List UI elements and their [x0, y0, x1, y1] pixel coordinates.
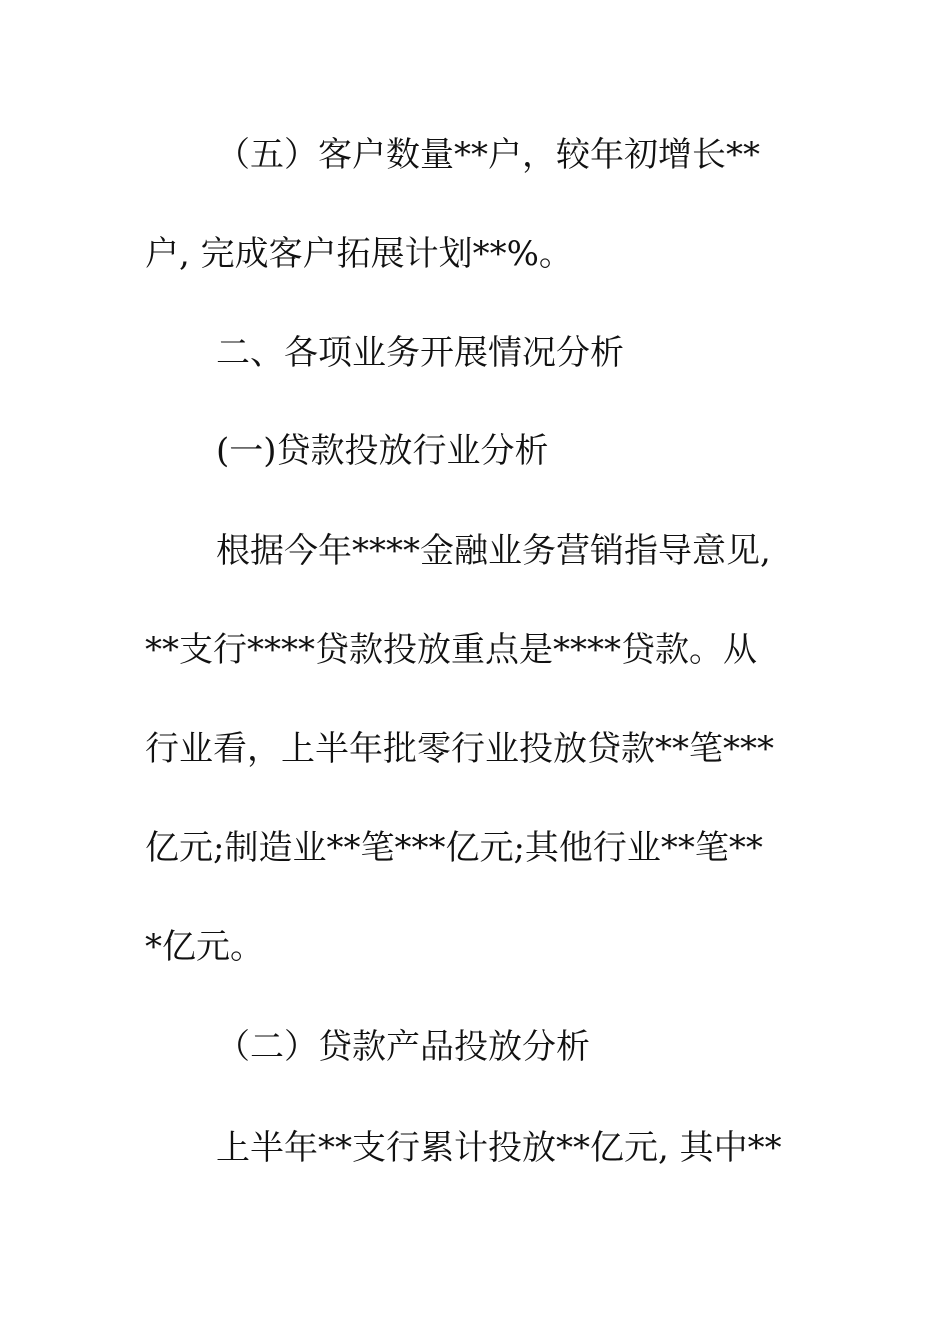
paragraph-loan-industry: 根据今年****金融业务营销指导意见, — [216, 531, 771, 571]
paragraph-loan-industry-line2: **支行****贷款投放重点是****贷款。从 — [145, 630, 757, 670]
subsection-heading-loan-product: （二）贷款产品投放分析 — [216, 1027, 590, 1067]
paragraph-customer-count: （五）客户数量**户，较年初增长** — [216, 135, 760, 175]
section-heading-2: 二、各项业务开展情况分析 — [216, 333, 624, 373]
subsection-heading-loan-industry: (一)贷款投放行业分析 — [216, 431, 549, 471]
paragraph-loan-industry-line3: 行业看，上半年批零行业投放贷款**笔*** — [145, 729, 774, 769]
paragraph-customer-count-cont: 户, 完成客户拓展计划**%。 — [145, 234, 573, 274]
paragraph-loan-product: 上半年**支行累计投放**亿元, 其中** — [216, 1128, 782, 1168]
paragraph-loan-industry-line4: 亿元;制造业**笔***亿元;其他行业**笔** — [145, 828, 763, 868]
paragraph-loan-industry-line5: *亿元。 — [145, 927, 264, 967]
